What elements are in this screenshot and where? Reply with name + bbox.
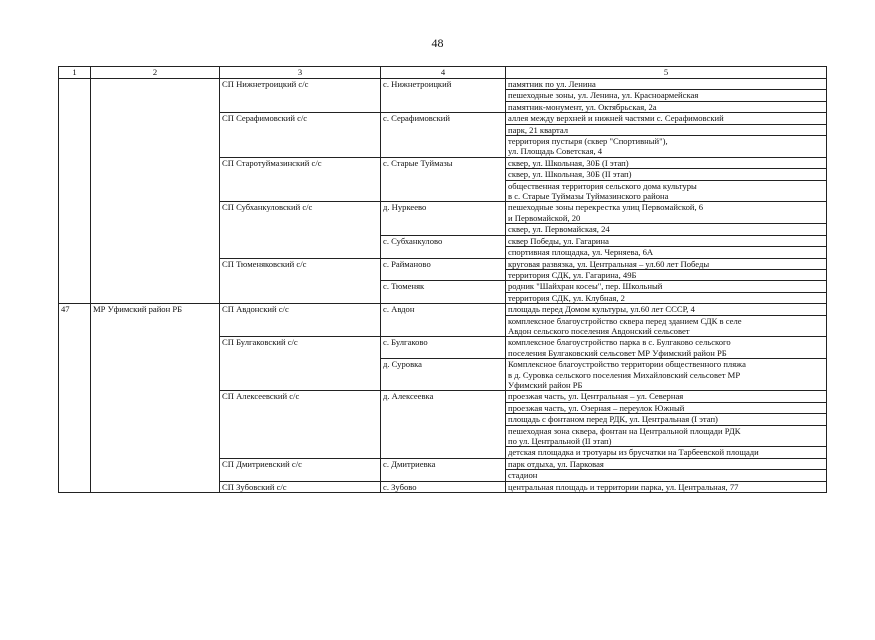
object-text-line: родник "Шайхран косеы", пер. Школьный bbox=[508, 281, 663, 292]
object-text-line: площадь с фонтаном перед РДК, ул. Центральная (I этап) bbox=[508, 414, 718, 425]
row-number-cell bbox=[59, 79, 91, 304]
object-cell bbox=[506, 481, 827, 492]
object-text-line: территория СДК, ул. Клубная, 2 bbox=[508, 292, 625, 303]
object-cell bbox=[506, 281, 827, 292]
settlement-cell: СП Тюменяковский с/с bbox=[220, 258, 381, 304]
object-text-line: Комплексное благоустройство территории общественного пляжа bbox=[508, 359, 746, 370]
object-text-line: Уфимский район РБ bbox=[508, 379, 583, 390]
object-cell bbox=[506, 79, 827, 90]
column-header: 4 bbox=[381, 67, 506, 79]
object-text-line: парк, 21 квартал bbox=[508, 124, 569, 135]
object-text-line: памятник-монумент, ул. Октябрьская, 2а bbox=[508, 101, 657, 112]
object-cell bbox=[506, 402, 827, 413]
object-text-line: проезжая часть, ул. Центральная – ул. Северная bbox=[508, 391, 684, 402]
object-text-line: комплексное благоустройство сквера перед зданием СДК в селе bbox=[508, 315, 742, 326]
row-number-cell: 47 bbox=[59, 304, 91, 493]
settlement-cell: СП Серафимовский с/с bbox=[220, 113, 381, 158]
object-cell bbox=[506, 202, 827, 224]
column-header: 3 bbox=[220, 67, 381, 79]
object-cell bbox=[506, 169, 827, 180]
settlement-cell: СП Дмитриевский с/с bbox=[220, 458, 381, 481]
locality-cell: с. Булгаково bbox=[381, 337, 506, 359]
object-text-line: комплексное благоустройство парка в с. Булгаково сельского bbox=[508, 337, 731, 348]
settlement-cell: СП Булгаковский с/с bbox=[220, 337, 381, 391]
table-row bbox=[59, 304, 827, 315]
column-header: 1 bbox=[59, 67, 91, 79]
object-cell bbox=[506, 292, 827, 303]
settlement-cell: СП Нижнетроицкий с/с bbox=[220, 79, 381, 113]
table-row bbox=[59, 79, 827, 90]
object-text-line: в с. Старые Туймазы Туймазинского района bbox=[508, 191, 669, 202]
object-cell bbox=[506, 337, 827, 359]
object-text-line: общественная территория сельского дома культуры bbox=[508, 180, 697, 191]
locality-cell: с. Старые Туймазы bbox=[381, 157, 506, 202]
object-cell bbox=[506, 235, 827, 246]
locality-cell: д. Алексеевка bbox=[381, 391, 506, 458]
object-cell bbox=[506, 180, 827, 202]
places-table bbox=[58, 66, 827, 493]
object-text-line: сквер, ул. Первомайская, 24 bbox=[508, 224, 610, 235]
object-text-line: аллея между верхней и нижней частями с. Серафимовский bbox=[508, 113, 724, 124]
object-cell bbox=[506, 113, 827, 124]
object-cell bbox=[506, 359, 827, 391]
object-text-line: в д. Суровка сельского поселения Михайловский сельсовет МР bbox=[508, 369, 741, 380]
column-header: 5 bbox=[506, 67, 827, 79]
object-cell bbox=[506, 124, 827, 135]
object-text-line: памятник по ул. Ленина bbox=[508, 79, 596, 89]
district-cell bbox=[91, 79, 220, 304]
object-cell bbox=[506, 101, 827, 112]
object-text-line: проезжая часть, ул. Озерная – переулок Южный bbox=[508, 402, 685, 413]
object-text-line: и Первомайской, 20 bbox=[508, 212, 581, 223]
object-cell bbox=[506, 315, 827, 337]
object-cell bbox=[506, 304, 827, 315]
object-text-line: поселения Булгаковский сельсовет МР Уфимский район РБ bbox=[508, 347, 727, 358]
column-header: 2 bbox=[91, 67, 220, 79]
object-text-line: территория пустыря (сквер "Спортивный"), bbox=[508, 136, 668, 147]
locality-cell: с. Тюменяк bbox=[381, 281, 506, 304]
settlement-cell: СП Авдонский с/с bbox=[220, 304, 381, 337]
locality-cell: с. Субханкулово bbox=[381, 235, 506, 258]
object-cell bbox=[506, 470, 827, 481]
object-text-line: сквер Победы, ул. Гагарина bbox=[508, 235, 609, 246]
locality-cell: д. Нуркеево bbox=[381, 202, 506, 235]
table-body bbox=[59, 79, 827, 493]
object-cell bbox=[506, 447, 827, 458]
object-text-line: парк отдыха, ул. Парковая bbox=[508, 458, 604, 469]
object-text-line: территория СДК, ул. Гагарина, 49Б bbox=[508, 269, 637, 280]
object-cell bbox=[506, 136, 827, 158]
object-text-line: стадион bbox=[508, 470, 538, 481]
object-cell bbox=[506, 269, 827, 280]
settlement-cell: СП Алексеевский с/с bbox=[220, 391, 381, 458]
district-cell: МР Уфимский район РБ bbox=[91, 304, 220, 493]
locality-cell: с. Дмитриевка bbox=[381, 458, 506, 481]
object-text-line: детская площадка и тротуары из брусчатки на Тарбеевской площади bbox=[508, 447, 759, 458]
object-text-line: площадь перед Домом культуры, ул.60 лет СССР, 4 bbox=[508, 304, 695, 315]
object-text-line: сквер, ул. Школьная, 30Б (II этап) bbox=[508, 169, 632, 180]
settlement-cell: СП Старотуймазинский с/с bbox=[220, 157, 381, 202]
object-cell bbox=[506, 247, 827, 258]
object-text-line: пешеходная зона сквера, фонтан на Центральной площади РДК bbox=[508, 425, 741, 436]
locality-cell: с. Нижнетроицкий bbox=[381, 79, 506, 113]
object-cell bbox=[506, 157, 827, 168]
object-cell bbox=[506, 90, 827, 101]
object-text-line: сквер, ул. Школьная, 30Б (I этап) bbox=[508, 157, 629, 168]
object-text-line: ул. Площадь Советская, 4 bbox=[508, 146, 603, 157]
locality-cell: с. Раймановo bbox=[381, 258, 506, 281]
settlement-cell: СП Субханкуловский с/с bbox=[220, 202, 381, 258]
object-text-line: круговая развязка, ул. Центральная – ул.60 лет Победы bbox=[508, 258, 710, 269]
object-text-line: центральная площадь и территории парка, ул. Центральная, 77 bbox=[508, 481, 739, 492]
page-number: 48 bbox=[431, 36, 444, 50]
object-cell bbox=[506, 224, 827, 235]
object-cell bbox=[506, 425, 827, 447]
object-text-line: Авдон сельского поселения Авдонский сельсовет bbox=[508, 325, 690, 336]
object-text-line: пешеходные зоны, ул. Ленина, ул. Красноармейская bbox=[508, 90, 699, 101]
object-text-line: пешеходные зоны перекрестка улиц Первомайской, 6 bbox=[508, 202, 704, 213]
object-cell bbox=[506, 258, 827, 269]
object-cell bbox=[506, 391, 827, 402]
settlement-cell: СП Зубовский с/с bbox=[220, 481, 381, 492]
locality-cell: с. Зубово bbox=[381, 481, 506, 492]
locality-cell: с. Серафимовский bbox=[381, 113, 506, 158]
object-text-line: по ул. Центральной (II этап) bbox=[508, 436, 612, 446]
locality-cell: с. Авдон bbox=[381, 304, 506, 337]
object-text-line: спортивная площадка, ул. Черняева, 6А bbox=[508, 247, 654, 258]
table-header-row bbox=[59, 67, 827, 79]
object-cell bbox=[506, 414, 827, 425]
locality-cell: д. Суровка bbox=[381, 359, 506, 391]
object-cell bbox=[506, 458, 827, 469]
